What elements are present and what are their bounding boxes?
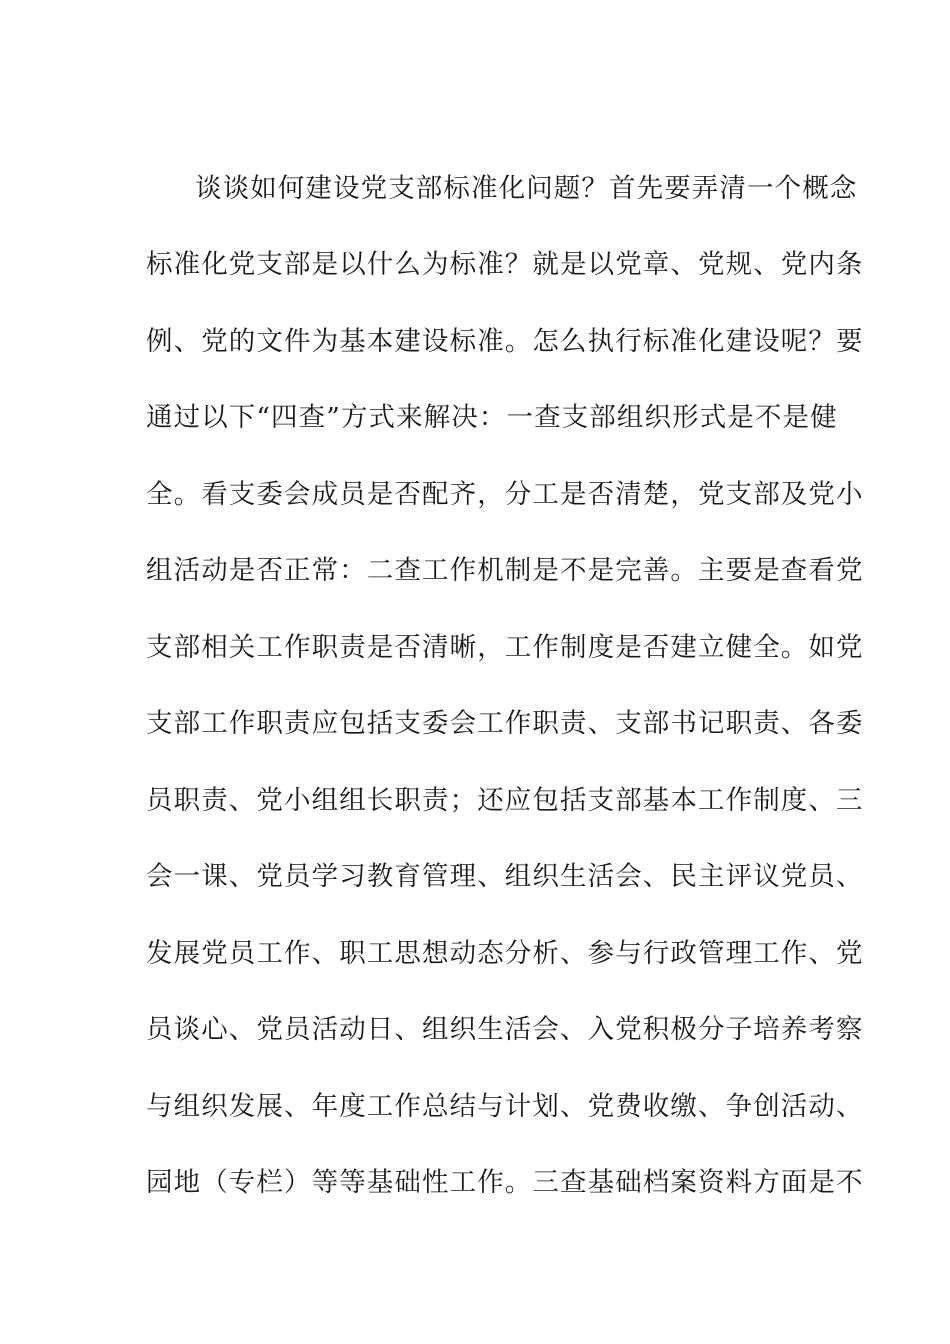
paragraph-line-14: 园地（专栏）等等基础性工作。三查基础档案资料方面是不 (146, 1167, 864, 1198)
paragraph-line-7: 支部相关工作职责是否清晰，工作制度是否建立健全。如党 (146, 632, 864, 663)
paragraph-line-4: 通过以下“四查”方式来解决：一查支部组织形式是不是健 (146, 402, 838, 433)
paragraph-line-13: 与组织发展、年度工作总结与计划、党费收缴、争创活动、 (146, 1091, 864, 1122)
paragraph-line-5: 全。看支委会成员是否配齐，分工是否清楚，党支部及党小 (146, 479, 864, 510)
paragraph-line-9: 员职责、党小组组长职责；还应包括支部基本工作制度、三 (146, 785, 864, 816)
paragraph-line-8: 支部工作职责应包括支委会工作职责、支部书记职责、各委 (146, 708, 864, 739)
paragraph-line-11: 发展党员工作、职工思想动态分析、参与行政管理工作、党 (146, 938, 864, 969)
paragraph-line-3: 例、党的文件为基本建设标准。怎么执行标准化建设呢？要 (146, 326, 864, 357)
paragraph-line-2: 标准化党支部是以什么为标准？就是以党章、党规、党内条 (146, 249, 864, 280)
paragraph-line-1: 谈谈如何建设党支部标准化问题？首先要弄清一个概念 (195, 173, 858, 204)
paragraph-line-6: 组活动是否正常：二查工作机制是不是完善。主要是查看党 (146, 555, 864, 586)
paragraph-line-12: 员谈心、党员活动日、组织生活会、入党积极分子培养考察 (146, 1014, 864, 1045)
paragraph-line-10: 会一课、党员学习教育管理、组织生活会、民主评议党员、 (146, 861, 864, 892)
